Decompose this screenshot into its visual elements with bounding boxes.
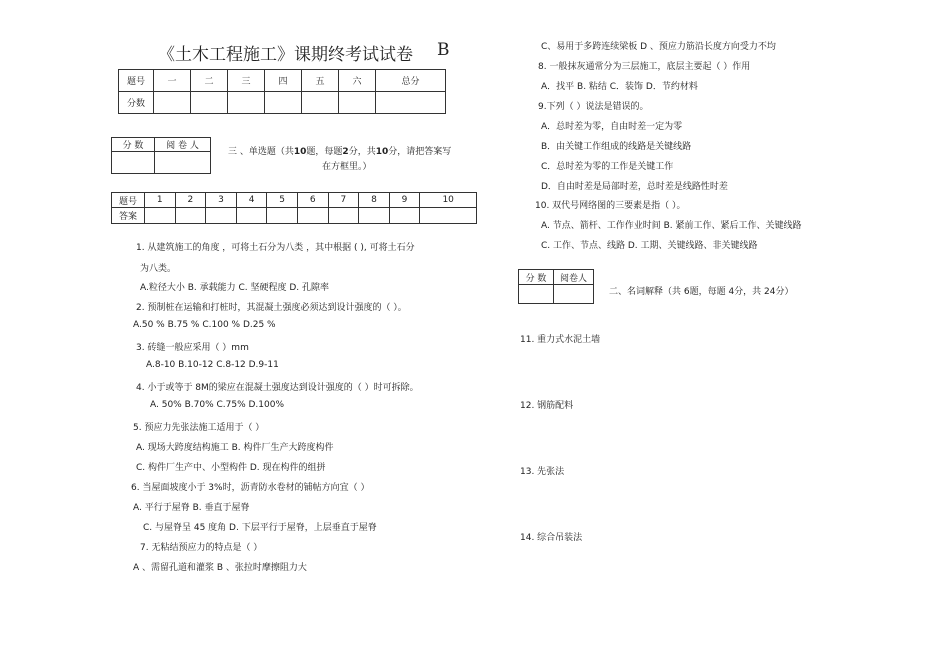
answer-table xyxy=(111,192,477,224)
grader-box-grader-label: 阅卷人 xyxy=(554,270,594,285)
question-line: 10. 双代号网络图的三要素是指（ ）。 xyxy=(535,201,686,211)
answer-cell[interactable] xyxy=(359,208,390,224)
answer-cell[interactable] xyxy=(389,208,420,224)
question-line: C．总时差为零的工作是关键工作 xyxy=(541,162,674,172)
question-line: B．由关键工作组成的线路是关键线路 xyxy=(541,142,692,152)
section3-heading-line2: 在方框里。） xyxy=(322,162,372,172)
answer-table-header: 题号 xyxy=(112,193,145,208)
answer-table-row-label: 答案 xyxy=(112,208,145,224)
score-cell[interactable] xyxy=(191,92,228,114)
question-line: A.粒径大小 B. 承载能力 C. 坚硬程度 D. 孔隙率 xyxy=(140,283,329,293)
grader-box-grader-label: 阅 卷 人 xyxy=(155,138,211,152)
question-line: 6. 当屋面坡度小于 3%时，沥青防水卷材的铺帖方向宜（ ） xyxy=(131,483,370,493)
score-cell[interactable] xyxy=(154,92,191,114)
question-line: 9.下列（ ）说法是错误的。 xyxy=(538,102,649,112)
answer-cell[interactable] xyxy=(420,208,477,224)
answer-cell[interactable] xyxy=(175,208,206,224)
question-line: A.50 % B.75 % C.100 % D.25 % xyxy=(133,320,276,330)
question-line: A 、需留孔道和灌浆 B 、张拉时摩擦阻力大 xyxy=(133,563,307,573)
score-cell[interactable] xyxy=(265,92,302,114)
answer-table-header: 9 xyxy=(389,193,420,208)
score-table-header: 六 xyxy=(339,70,376,92)
score-table-row-label: 分数 xyxy=(119,92,154,114)
question-line: 5. 预应力先张法施工适用于（ ） xyxy=(133,423,265,433)
score-cell[interactable] xyxy=(302,92,339,114)
score-table-header: 总分 xyxy=(376,70,446,92)
term-question: 14. 综合吊装法 xyxy=(520,533,583,543)
term-question: 12. 钢筋配料 xyxy=(520,401,574,411)
answer-table-header: 7 xyxy=(328,193,359,208)
exam-title: 《土木工程施工》课期终考试试卷 xyxy=(158,45,413,65)
question-line: C. 工作、节点、线路 D. 工期、关键线路、非关键线路 xyxy=(541,241,758,251)
answer-table-header: 2 xyxy=(175,193,206,208)
answer-cell[interactable] xyxy=(145,208,176,224)
question-line: 1. 从建筑施工的角度 ，可将土石分为八类 ，其中根据 ( ), 可将土石分 xyxy=(136,243,415,253)
question-line: 8. 一般抹灰通常分为三层施工，底层主要起（ ）作用 xyxy=(538,62,751,72)
grader-box xyxy=(111,137,211,174)
grader-name-cell[interactable] xyxy=(155,152,211,174)
grader-box-2 xyxy=(518,269,594,304)
grader-name-cell[interactable] xyxy=(554,285,594,304)
score-table xyxy=(118,69,446,114)
score-table-header: 二 xyxy=(191,70,228,92)
question-line: 3. 砖缝一般应采用（ ）mm xyxy=(136,343,249,353)
question-line: A. 50% B.70% C.75% D.100% xyxy=(150,400,285,410)
term-question: 13. 先张法 xyxy=(520,467,565,477)
score-table-header: 一 xyxy=(154,70,191,92)
question-line: 为八类。 xyxy=(140,264,177,274)
answer-cell[interactable] xyxy=(297,208,328,224)
score-cell[interactable] xyxy=(376,92,446,114)
question-line: C. 构件厂生产中、小型构件 D. 现在构件的组拼 xyxy=(136,463,326,473)
question-line: A.8-10 B.10-12 C.8-12 D.9-11 xyxy=(146,360,279,370)
question-line: 7. 无粘结预应力的特点是（ ） xyxy=(140,543,263,553)
question-line: A. 现场大跨度结构施工 B. 构件厂生产大跨度构件 xyxy=(136,443,334,453)
question-line: C. 与屋脊呈 45 度角 D. 下层平行于屋脊，上层垂直于屋脊 xyxy=(143,523,377,533)
exam-variant: B xyxy=(437,40,450,60)
score-table-header: 三 xyxy=(228,70,265,92)
grader-score-cell[interactable] xyxy=(112,152,155,174)
question-line: C、易用于多跨连续梁板 D 、预应力筋沿长度方向受力不均 xyxy=(541,42,776,52)
grader-score-cell[interactable] xyxy=(519,285,554,304)
score-table-header: 题号 xyxy=(119,70,154,92)
answer-table-header: 10 xyxy=(420,193,477,208)
score-table-header: 五 xyxy=(302,70,339,92)
grader-box-score-label: 分 数 xyxy=(519,270,554,285)
answer-table-header: 1 xyxy=(145,193,176,208)
answer-table-header: 3 xyxy=(206,193,237,208)
question-line: D．自由时差是局部时差，总时差是线路性时差 xyxy=(541,182,728,192)
answer-table-header: 6 xyxy=(297,193,328,208)
answer-cell[interactable] xyxy=(236,208,267,224)
answer-cell[interactable] xyxy=(328,208,359,224)
question-line: 2. 预制桩在运输和打桩时，其混凝土强度必须达到设计强度的（ ）。 xyxy=(136,303,407,313)
question-line: A. 平行于屋脊 B. 垂直于屋脊 xyxy=(133,503,250,513)
question-line: 4. 小于或等于 8M的梁应在混凝土强度达到设计强度的（ ）时可拆除。 xyxy=(136,383,419,393)
score-table-header: 四 xyxy=(265,70,302,92)
answer-cell[interactable] xyxy=(206,208,237,224)
question-line: A．总时差为零，自由时差一定为零 xyxy=(541,122,683,132)
score-cell[interactable] xyxy=(228,92,265,114)
section2-heading: 二、名词解释（共 6题，每题 4分，共 24分） xyxy=(609,287,794,297)
section3-heading: 三 、单选题（共10题，每题2分，共10分，请把答案写 xyxy=(228,147,452,157)
answer-table-header: 4 xyxy=(236,193,267,208)
question-line: A. 节点、箭杆、工作作业时间 B. 紧前工作、紧后工作、关键线路 xyxy=(541,221,802,231)
grader-box-score-label: 分 数 xyxy=(112,138,155,152)
answer-table-header: 8 xyxy=(359,193,390,208)
answer-cell[interactable] xyxy=(267,208,298,224)
question-line: A．找平 B. 粘结 C．装饰 D．节约材料 xyxy=(541,82,698,92)
answer-table-header: 5 xyxy=(267,193,298,208)
term-question: 11. 重力式水泥土墙 xyxy=(520,335,601,345)
score-cell[interactable] xyxy=(339,92,376,114)
